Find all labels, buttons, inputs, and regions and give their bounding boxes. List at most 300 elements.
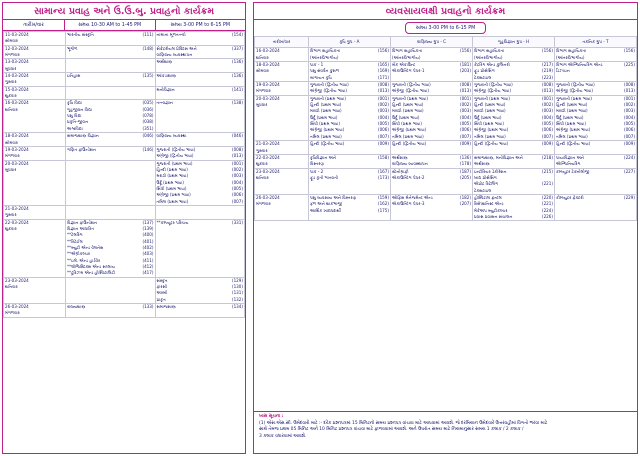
subject-name: ગુજરાતી (પ્રથમ ભાષા) xyxy=(556,95,592,101)
subject-code: (004) xyxy=(459,114,471,120)
subjects-cell xyxy=(66,73,156,87)
subject-name: હિન્દી (દ્વિતીય ભાષા) xyxy=(556,141,591,147)
subject-name: **કમ્પ્યૂટર પરિચય xyxy=(156,219,189,225)
subject-name: **રિટેઈલ xyxy=(67,238,83,244)
subject-code: (402) xyxy=(142,245,154,250)
exam-date: 23-03-2024 xyxy=(5,277,29,283)
subjects-cell xyxy=(391,141,473,155)
subjects-cell xyxy=(309,82,391,96)
exam-day: શુક્રવાર xyxy=(5,93,17,99)
date-stack xyxy=(256,195,307,208)
subject-name: અર્થશાસ્ત્ર xyxy=(392,154,408,160)
subject-name: (આંતરવિભાગીય) xyxy=(556,54,585,60)
subject-name: અંગ્રેજી (દ્વિતીય ભાષા) xyxy=(474,88,512,94)
subject-name: અર્થશાસ્ત્ર xyxy=(156,59,173,65)
subject-code: (137) xyxy=(142,219,154,225)
table-row xyxy=(4,133,245,147)
subjects-cell xyxy=(555,168,637,194)
subject-name: હિન્દી (દ્વિતીય ભાષા) xyxy=(310,141,345,147)
morning-session-header: સમય 10-30 AM to 1-45 PM xyxy=(65,20,156,30)
exam-day: ગુરુવાર xyxy=(256,147,268,153)
date-stack xyxy=(5,133,64,146)
subject-name: પાયાવિજ્ઞાન અને xyxy=(556,154,584,160)
subject-name: વિજ્ઞાન આધારિત xyxy=(67,225,94,231)
subject-list xyxy=(310,48,389,61)
subject-list xyxy=(556,169,635,175)
subject-code: (001) xyxy=(459,95,471,101)
subject-name: બાગાયત કૃષિ xyxy=(310,74,332,80)
subject-line xyxy=(157,153,244,159)
note-label: ખાસ સૂચના : xyxy=(259,414,284,419)
subjects-cell xyxy=(155,304,245,318)
subject-code: (226) xyxy=(541,213,553,219)
exam-day: મંગળવાર xyxy=(256,201,271,207)
exam-date: 22-03-2024 xyxy=(256,154,280,160)
date-stack xyxy=(5,73,64,86)
date-stack xyxy=(256,155,307,168)
exam-date: 18-03-2024 xyxy=(5,133,29,139)
subject-line xyxy=(392,201,471,207)
exam-date: 15-03-2024 xyxy=(5,86,29,92)
subject-name: તમિલ (પ્રથમ ભાષા) xyxy=(156,198,189,204)
general-stream-title: સામાન્ય પ્રવાહ અને ઉ.ઉ.બુ. પ્રવાહનો કાર્યક્રમ xyxy=(3,3,245,20)
date-cell xyxy=(4,45,66,59)
subject-name: તમિલ (પ્રથમ ભાષા) xyxy=(556,133,588,139)
subject-name: અંગ્રેજી (દ્વિતીય ભાષા) xyxy=(156,153,194,159)
table-row xyxy=(255,82,637,96)
subject-name: ઉર્દૂ (પ્રથમ ભાષા) xyxy=(392,114,420,120)
subject-name: ગુજરાતી (પ્રથમ ભાષા) xyxy=(156,160,193,166)
table-row xyxy=(4,205,245,219)
exam-date: 23-03-2024 xyxy=(256,168,280,174)
subject-line xyxy=(474,188,553,194)
subject-code: (046) xyxy=(231,133,243,139)
subjects-cell xyxy=(473,141,555,155)
subject-list xyxy=(556,82,635,95)
subject-list xyxy=(67,133,154,139)
subject-name: ગુજરાતી (દ્વિતીય ભાષા) xyxy=(474,82,513,88)
subject-line xyxy=(67,73,154,79)
subject-name: તમિલ (પ્રથમ ભાષા) xyxy=(474,133,506,139)
subject-code: (006) xyxy=(541,127,553,133)
table-row xyxy=(4,146,245,160)
subject-name: ઇતિહાસ xyxy=(67,73,81,79)
subject-code: (154) xyxy=(231,32,243,37)
subject-code: (337) xyxy=(231,45,243,51)
date-stack xyxy=(5,46,64,59)
subject-list xyxy=(392,62,471,75)
subject-code: (141) xyxy=(231,86,243,92)
subject-list xyxy=(67,100,154,132)
subjects-cell xyxy=(66,133,156,147)
subject-code: (223) xyxy=(541,74,553,80)
date-cell xyxy=(4,304,66,318)
subject-code: (008) xyxy=(231,146,243,152)
subject-line xyxy=(556,161,635,167)
subject-name: મરાઠી (પ્રથમ ભાષા) xyxy=(156,173,189,179)
subject-line xyxy=(392,134,471,140)
subjects-cell xyxy=(155,219,245,277)
subject-code: (006) xyxy=(459,127,471,133)
subject-name: પશુ સંવર્ધન કુશળ xyxy=(310,68,340,74)
table-row xyxy=(4,32,245,46)
subject-name: બેંક એકાઉન્ટ xyxy=(392,62,416,68)
subject-line xyxy=(556,88,635,94)
subject-name: ફળ અને શાકભાજી xyxy=(310,201,343,207)
subject-name: કૃષિ વિદ્યા xyxy=(67,100,82,106)
subject-line xyxy=(67,32,154,38)
subject-name: તત્ત્વજ્ઞાન xyxy=(156,100,173,106)
subject-list xyxy=(556,48,635,61)
subject-list xyxy=(157,100,244,106)
subject-code: (006) xyxy=(377,127,389,133)
subject-line xyxy=(310,75,389,81)
subject-list xyxy=(157,73,244,79)
subject-code: (131) xyxy=(231,290,243,296)
subject-name: આંકડાશાસ્ત્ર xyxy=(156,73,177,79)
subject-code: (148) xyxy=(142,45,154,51)
exam-date: 26-03-2024 xyxy=(5,304,29,310)
subject-name: અંગ્રેજી (પ્રથમ ભાષા) xyxy=(310,127,345,133)
exam-day: બુધવાર xyxy=(5,166,17,172)
subjects-cell xyxy=(155,205,245,219)
subject-line xyxy=(392,161,471,167)
subjects-cell xyxy=(66,160,156,205)
special-instructions xyxy=(254,411,637,453)
subjects-cell xyxy=(391,48,473,62)
subject-line xyxy=(392,68,471,74)
subjects-cell xyxy=(155,73,245,87)
subject-name: ગણિત ફાઉન્ડેશન xyxy=(67,146,97,152)
subject-name: વિભાગ સહાયિકતા xyxy=(556,48,587,54)
subject-code: (135) xyxy=(142,73,154,79)
date-cell xyxy=(4,133,66,147)
subject-code: (005) xyxy=(377,121,389,127)
subject-name: મરાઠી (પ્રથમ ભાષા) xyxy=(474,108,506,114)
subject-line xyxy=(157,133,244,139)
subject-code: (181) xyxy=(459,62,471,68)
exam-day: સોમવાર xyxy=(256,68,269,74)
subject-code: (203) xyxy=(459,68,471,74)
subject-line xyxy=(556,55,635,61)
subject-code: (004) xyxy=(541,114,553,120)
subject-list xyxy=(474,96,553,140)
exam-date: 14-03-2024 xyxy=(5,73,29,79)
subject-name: સિંધી (પ્રથમ ભાષા) xyxy=(392,121,422,127)
subject-list xyxy=(392,195,471,208)
subject-code: (175) xyxy=(377,207,389,213)
subject-list xyxy=(556,62,635,75)
subject-name: અંગ્રેજી (પ્રથમ ભાષા) xyxy=(556,127,591,133)
subject-code: (005) xyxy=(623,121,635,127)
subject-name: અંગ્રેજી (દ્વિતીય ભાષા) xyxy=(392,88,430,94)
general-time-header xyxy=(3,20,245,31)
subject-line xyxy=(310,208,389,214)
exam-day: બુધવાર xyxy=(256,102,268,108)
exam-date: 20-03-2024 xyxy=(256,95,280,101)
date-cell xyxy=(255,194,309,220)
subjects-cell xyxy=(309,168,391,194)
date-cell xyxy=(4,146,66,160)
column-header-home-science: ગૃહવિજ્ઞાન ગ્રુપ - H xyxy=(473,37,555,48)
subject-name: એન્જિનિયરિંગ xyxy=(556,161,581,167)
exam-day: શનિવાર xyxy=(5,106,18,112)
subject-name: હિન્દી (પ્રથમ ભાષા) xyxy=(156,166,188,172)
subject-name: ઉર્દૂ (પ્રથમ ભાષા) xyxy=(474,114,502,120)
note-line-2: સાથે તેમજ પ્રથમ 05 મિનિટ અને 10 મિનિટ પ્રશ્નપત્ર વાંચવા માટે ફાળવવામાં આવશે. અને ઉપરાંત સમય માટે નિયમાનુસાર સમય 1 કલાક / 2 કલાક / xyxy=(259,427,524,433)
subjects-cell xyxy=(66,205,156,219)
date-cell xyxy=(4,86,66,100)
subject-name: હોસ્પિટાલ ફ્રન્ટલ xyxy=(474,194,502,200)
column-header-agriculture: કૃષિ ગ્રુપ - A xyxy=(309,37,391,48)
subject-name: વિભાગ એન્જિનિયરિંગ એન્ડ xyxy=(556,62,603,68)
subject-code: (003) xyxy=(377,108,389,114)
subjects-cell xyxy=(555,62,637,82)
subject-code: (013) xyxy=(231,153,243,159)
exam-day: મંગળવાર xyxy=(5,52,20,58)
subject-code: (401) xyxy=(142,238,154,244)
subject-code: (182) xyxy=(459,194,471,200)
subject-list xyxy=(157,220,244,226)
subject-name: (આંતરવિભાગીય) xyxy=(310,54,339,60)
subject-line xyxy=(157,220,244,226)
subject-line xyxy=(392,55,471,61)
subject-code: (002) xyxy=(541,102,553,108)
subjects-cell xyxy=(391,62,473,82)
subjects-cell xyxy=(309,141,391,155)
subject-code: (004) xyxy=(231,179,243,185)
subject-code: (219) xyxy=(541,68,553,74)
subject-code: (136) xyxy=(231,73,243,79)
subject-line xyxy=(67,147,154,153)
exam-date: 16-03-2024 xyxy=(5,100,29,106)
subject-code: (156) xyxy=(541,48,553,54)
subject-name: સંસ્કૃત xyxy=(156,277,168,283)
table-row xyxy=(255,62,637,82)
subject-code: (227) xyxy=(623,168,635,174)
subjects-cell xyxy=(391,82,473,96)
subject-name: ગુજરાતી (પ્રથમ ભાષા) xyxy=(392,95,428,101)
subjects-cell xyxy=(155,133,245,147)
date-stack xyxy=(5,32,64,45)
subject-code: (007) xyxy=(459,133,471,139)
exam-date: 20-03-2024 xyxy=(5,160,29,166)
subject-line xyxy=(556,195,635,201)
subject-code: (351) xyxy=(142,125,154,131)
table-row xyxy=(255,168,637,194)
subject-line xyxy=(310,134,389,140)
exam-date: 21-03-2024 xyxy=(256,141,280,147)
subject-name: (આંતરવિભાગીય) xyxy=(392,54,421,60)
subject-name: તમિલ (પ્રથમ ભાષા) xyxy=(392,133,424,139)
subject-line xyxy=(67,133,154,139)
subject-code: (009) xyxy=(377,141,389,147)
subject-name: **ઇલે. એન્ડ હાર્ડવેર xyxy=(67,257,101,263)
subject-name: સિંધી (પ્રથમ ભાષા) xyxy=(474,121,504,127)
subject-name: હિન્દી (પ્રથમ ભાષા) xyxy=(474,102,506,108)
subject-code: (046) xyxy=(142,133,154,139)
subject-code: (205) xyxy=(459,174,471,180)
subject-name: પ્રવાસ પ્રવાસન સંચાલન xyxy=(474,213,513,219)
subject-code: (005) xyxy=(231,185,243,191)
subject-name: ગુજરાતી (પ્રથમ ભાષા) xyxy=(474,95,510,101)
subject-list xyxy=(310,155,389,168)
subject-code: (007) xyxy=(623,133,635,139)
date-cell xyxy=(255,62,309,82)
subject-name: હિન્દી (પ્રથમ ભાષા) xyxy=(310,102,342,108)
subject-name: વિભાગ સહાયિકતા xyxy=(392,48,423,54)
subject-name: ભારતીય સંસ્કૃતિ xyxy=(67,32,94,37)
subject-code: (139) xyxy=(142,225,154,231)
date-cell xyxy=(4,100,66,133)
subject-code: (013) xyxy=(541,88,553,94)
subject-name: ઉર્દૂ (પ્રથમ ભાષા) xyxy=(310,114,338,120)
subjects-cell xyxy=(473,154,555,168)
subject-name: સિંધી (પ્રથમ ભાષા) xyxy=(156,185,187,191)
subject-name: ગુજરાતી (દ્વિતીય ભાષા) xyxy=(392,82,431,88)
subject-name: ફૂડ પ્રોસેસિંગ xyxy=(474,68,495,74)
subjects-cell xyxy=(391,194,473,220)
subjects-cell xyxy=(309,194,391,220)
table-row xyxy=(4,219,245,277)
subject-list xyxy=(556,155,635,168)
table-row xyxy=(4,86,245,100)
subjects-cell xyxy=(155,160,245,205)
date-stack xyxy=(256,169,307,182)
subject-line xyxy=(157,52,244,58)
date-cell xyxy=(4,160,66,205)
table-row xyxy=(4,100,245,133)
subject-name: વાણિજ્ય વ્યવસ્થાપન xyxy=(392,161,428,167)
column-header-technical: તકનિક ગ્રુપ - T xyxy=(555,37,637,48)
exam-date: 22-03-2024 xyxy=(5,219,29,225)
subject-code: (002) xyxy=(459,102,471,108)
subject-line xyxy=(474,214,553,220)
subject-list xyxy=(310,141,389,147)
subject-name: વિસ્તરણ xyxy=(310,161,324,167)
subjects-cell xyxy=(66,100,156,133)
subject-code: (165) xyxy=(377,62,389,68)
subject-name: પ્રકૃતિ-જીવન xyxy=(67,119,89,125)
subject-list xyxy=(67,73,154,79)
exam-day: શનિવાર xyxy=(256,174,269,180)
subject-line xyxy=(474,141,553,147)
subject-name: મરાઠી (પ્રથમ ભાષા) xyxy=(556,108,588,114)
subject-name: અશ્વવિદ્યા xyxy=(67,125,83,131)
subject-name: ઓફિસ મેનેજમેન્ટ એન્ડ xyxy=(392,194,433,200)
subject-name: ગુજરાતી (દ્વિતીય ભાષા) xyxy=(310,82,349,88)
subject-line xyxy=(474,161,553,167)
subject-code: (171) xyxy=(377,74,389,80)
general-schedule-table xyxy=(3,31,245,318)
table-row xyxy=(255,95,637,140)
exam-day: ગુરુવાર xyxy=(5,212,17,218)
subject-name: ભૂગોળ xyxy=(67,45,78,51)
subject-name: મેકેઅપ બ્યુટીકલ્ચર xyxy=(474,207,508,213)
table-row xyxy=(4,160,245,205)
date-stack xyxy=(256,141,307,154)
subject-name: એપ્રોટ રિટેલિંગ xyxy=(474,181,499,187)
date-stack xyxy=(5,220,64,233)
subject-code: (004) xyxy=(377,114,389,120)
subject-code: (229) xyxy=(623,194,635,200)
exam-day: ગુરુવાર xyxy=(5,79,17,85)
subject-line xyxy=(310,175,389,181)
subject-name: કમ્પ્યૂટર ટેક્નોલોજી xyxy=(556,168,590,174)
subject-code: (225) xyxy=(623,62,635,68)
subject-code: (417) xyxy=(142,270,154,276)
subject-list xyxy=(310,82,389,95)
subjects-cell xyxy=(555,95,637,140)
subject-name: પશુ વિદ્યા xyxy=(67,113,82,119)
exam-day: શુક્રવાર xyxy=(256,161,268,167)
table-row xyxy=(4,59,245,73)
subject-line xyxy=(474,75,553,81)
subject-name: ગૃહજીવન વિદ્યા xyxy=(67,106,93,112)
subject-code: (412) xyxy=(142,264,154,270)
date-cell xyxy=(4,205,66,219)
subject-name: અરબી xyxy=(156,290,168,296)
date-stack xyxy=(256,96,307,109)
subject-code: (002) xyxy=(231,166,243,172)
table-row xyxy=(4,304,245,318)
date-cell xyxy=(255,48,309,62)
subjects-cell xyxy=(66,32,156,46)
subject-list xyxy=(67,220,154,277)
subject-name: એકાઉન્ટિંગ પેપર-3 xyxy=(392,201,425,207)
subjects-cell xyxy=(309,48,391,62)
subject-name: પાક - 1 xyxy=(310,62,324,68)
subject-line xyxy=(392,141,471,147)
subject-list xyxy=(157,278,244,303)
subjects-cell xyxy=(66,146,156,160)
subject-list xyxy=(67,304,154,310)
subject-code: (038) xyxy=(142,119,154,125)
subject-name: સિંધી (પ્રથમ ભાષા) xyxy=(310,121,340,127)
subjects-cell xyxy=(555,141,637,155)
subject-line xyxy=(310,161,389,167)
subject-code: (221) xyxy=(541,201,553,207)
subject-list xyxy=(157,147,244,160)
subject-code: (005) xyxy=(459,121,471,127)
date-stack xyxy=(5,304,64,317)
subjects-cell xyxy=(473,82,555,96)
subject-name: અંગ્રેજી (પ્રથમ ભાષા) xyxy=(392,127,427,133)
subject-code: (411) xyxy=(142,257,154,263)
exam-date: 19-03-2024 xyxy=(5,146,29,152)
subject-name: નામાના મૂળતત્ત્વો xyxy=(156,32,186,37)
subject-list xyxy=(556,141,635,147)
subject-code: (159) xyxy=(377,194,389,200)
subject-name: **એગ્રીકલ્ચર xyxy=(67,251,90,257)
subjects-cell xyxy=(155,146,245,160)
subject-name: ગુજરાતી (દ્વિતીય ભાષા) xyxy=(556,82,595,88)
subject-line xyxy=(310,141,389,147)
subject-name: ઉર્દૂ (પ્રથમ ભાષા) xyxy=(556,114,584,120)
subject-code: (006) xyxy=(623,127,635,133)
exam-date: 26-03-2024 xyxy=(256,194,280,200)
date-cell xyxy=(4,32,66,46)
subject-name: હિન્દી (દ્વિતીય ભાષા) xyxy=(474,141,509,147)
subject-line xyxy=(556,141,635,147)
subjects-cell xyxy=(66,86,156,100)
subject-code: (331) xyxy=(231,219,243,225)
subject-code: (036) xyxy=(142,106,154,112)
subject-name: મરાઠી (પ્રથમ ભાષા) xyxy=(392,108,424,114)
subject-code: (218) xyxy=(541,154,553,160)
subject-name: ટેક્સટાઇલ xyxy=(474,74,492,80)
date-stack xyxy=(256,82,307,95)
